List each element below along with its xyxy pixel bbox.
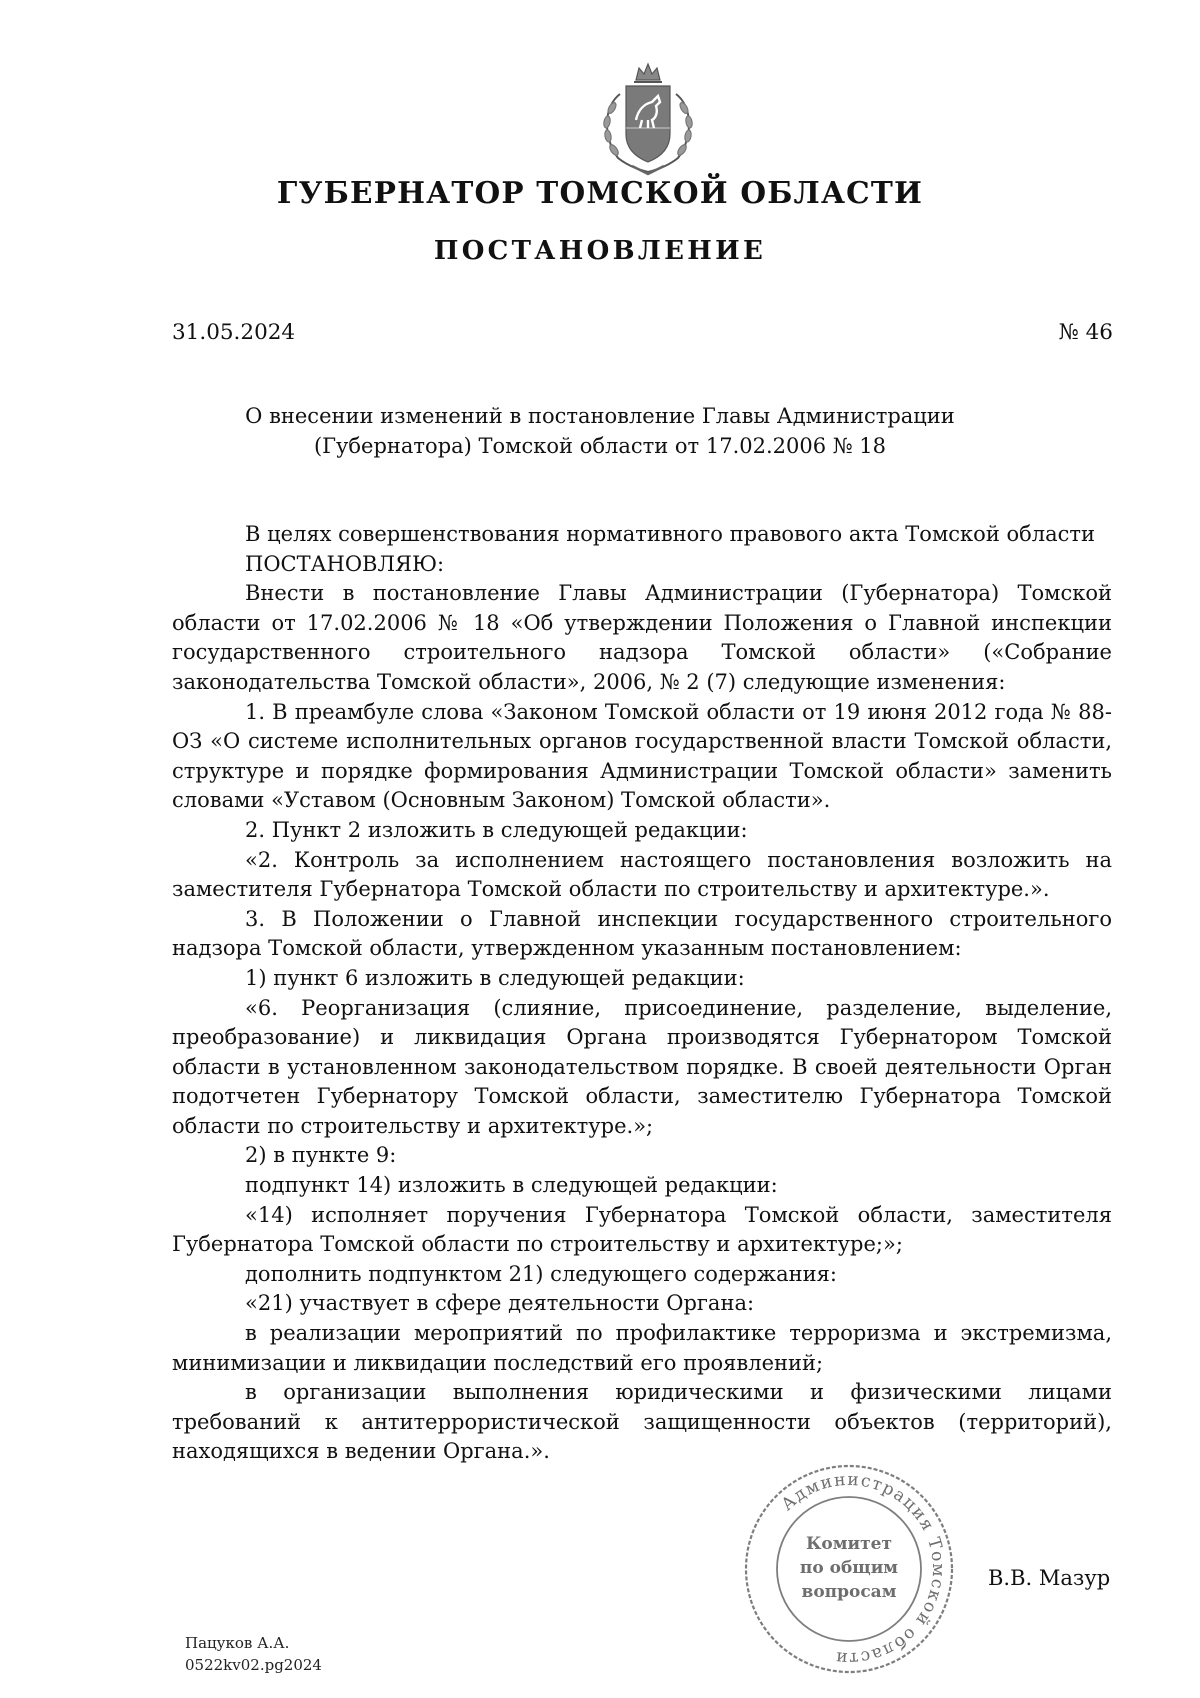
document-code: 0522kv02.pg2024 [185, 1656, 322, 1674]
item-3-2-b-text: «21) участвует в сфере деятельности Органа: [245, 1291, 755, 1316]
item-3-2-b: дополнить подпунктом 21) следующего содержания: [245, 1261, 837, 1286]
executor-name: Пацуков А.А. [185, 1634, 290, 1652]
item-3: 3. В Положении о Главной инспекции государственного строительного надзора Томской области, утвержденном указанным постановлением: [172, 906, 1112, 961]
item-2-text: «2. Контроль за исполнением настоящего постановления возложить на заместителя Губернатора Томской области по строительству и архитектуре.». [172, 847, 1112, 902]
official-stamp [738, 1463, 960, 1675]
intro-paragraph: Внести в постановление Главы Администрации (Губернатора) Томской области от 17.02.2006 № 18 «Об утверждении Положения о Главной инспекции государственного строительного надзора Томской области» («Собрание законодательства Томской области», 2006, № 2 (7) следующие изменения: [172, 581, 1112, 694]
stamp-center-line: по общим [799, 1558, 899, 1578]
item-3-2-a-text: «14) исполняет поручения Губернатора Томской области, заместителя Губернатора Томской области по строительству и архитектуре;»; [172, 1202, 1112, 1257]
preamble: В целях совершенствования нормативного правового акта Томской области [245, 522, 1096, 546]
issuing-authority: ГУБЕРНАТОР ТОМСКОЙ ОБЛАСТИ [276, 175, 924, 210]
coat-of-arms-icon [592, 58, 704, 178]
item-1: 1. В преамбуле слова «Законом Томской области от 19 июня 2012 года № 88-ОЗ «О системе исполнительных органов государственной власти Томской области, структуре и порядке формирования Администрации Томской области» заменить словами «Уставом (Основным Законом) Томской области». [172, 699, 1112, 813]
item-3-2-b-line-1: в реализации мероприятий по профилактике терроризма и экстремизма, минимизации и ликвидации последствий его проявлений; [172, 1321, 1112, 1375]
document-subject-line: (Губернатора) Томской области от 17.02.2006 № 18 [313, 434, 887, 458]
item-2: 2. Пункт 2 изложить в следующей редакции: [245, 817, 748, 842]
item-3-2-a: подпункт 14) изложить в следующей редакции: [245, 1173, 778, 1198]
stamp-ring-text: Администрация Томской области [777, 1469, 949, 1669]
stamp-center-line: Комитет [805, 1534, 893, 1554]
document-type: ПОСТАНОВЛЕНИЕ [433, 236, 767, 266]
item-3-1-text: «6. Реорганизация (слияние, присоединение, разделение, выделение, преобразование) и ликвидация Органа производятся Губернатором Томской области в установленном законодательством порядке. В своей деятельности Орган подотчетен Губернатору Томской области, заместителю Губернатора Томской области по строительству и архитектуре.»; [172, 995, 1112, 1138]
stamp-center-line: вопросам [801, 1582, 897, 1602]
item-3-1: 1) пункт 6 изложить в следующей редакции: [245, 965, 745, 990]
item-3-2-b-line-2: в организации выполнения юридическими и физическими лицами требований к антитеррористической защищенности объектов (территорий), находящихся в ведении Органа.». [172, 1380, 1112, 1464]
document-date: 31.05.2024 [172, 320, 296, 345]
item-3-2: 2) в пункте 9: [245, 1143, 397, 1168]
document-body [172, 520, 1112, 1467]
document-subject-line: О внесении изменений в постановление Главы Администрации [245, 404, 955, 428]
decree-word: ПОСТАНОВЛЯЮ: [245, 551, 445, 576]
document-number: № 46 [1058, 320, 1113, 345]
signatory-name: В.В. Мазур [988, 1566, 1111, 1590]
